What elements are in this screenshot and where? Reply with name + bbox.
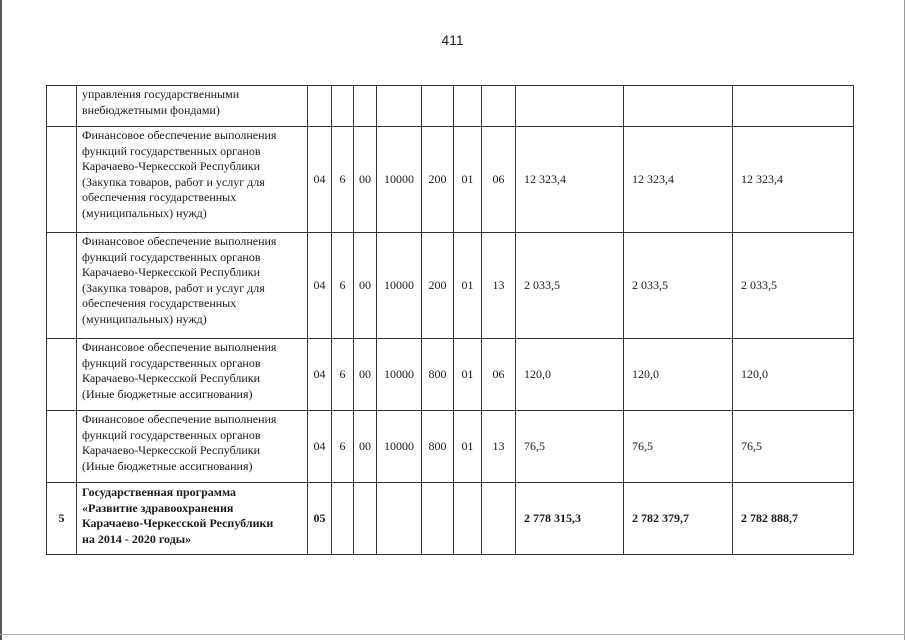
code-cell: 200 (422, 233, 454, 339)
code-cell (482, 86, 516, 127)
amount-cell: 2 033,5 (733, 233, 854, 339)
budget-table (46, 85, 854, 555)
amount-cell (624, 86, 733, 127)
row-description: Финансовое обеспечение выполнения функций государственных органов Карачаево-Черкесской Республики (Закупка товаров, работ и услуг для обеспечения государственных (муниципальных) нужд) (77, 233, 308, 339)
code-cell: 13 (482, 411, 516, 483)
code-cell: 04 (308, 339, 332, 411)
code-cell: 00 (354, 339, 377, 411)
code-cell (377, 483, 422, 555)
code-cell: 200 (422, 127, 454, 233)
table-row (47, 339, 854, 411)
code-cell (308, 86, 332, 127)
code-cell: 10000 (377, 127, 422, 233)
code-cell: 10000 (377, 339, 422, 411)
table-row (47, 233, 854, 339)
row-description: Финансовое обеспечение выполнения функций государственных органов Карачаево-Черкесской Республики (Иные бюджетные ассигнования) (77, 411, 308, 483)
code-cell: 00 (354, 233, 377, 339)
row-description: Государственная программа «Развитие здравоохранения Карачаево-Черкесской Республики на 2014 - 2020 годы» (77, 483, 308, 555)
code-cell (377, 86, 422, 127)
amount-cell: 120,0 (516, 339, 624, 411)
code-cell: 00 (354, 127, 377, 233)
code-cell: 06 (482, 339, 516, 411)
amount-cell: 2 778 315,3 (516, 483, 624, 555)
code-cell: 04 (308, 127, 332, 233)
code-cell: 6 (332, 411, 354, 483)
table-row (47, 86, 854, 127)
amount-cell: 2 782 379,7 (624, 483, 733, 555)
amount-cell: 2 033,5 (516, 233, 624, 339)
amount-cell (733, 86, 854, 127)
amount-cell: 12 323,4 (624, 127, 733, 233)
amount-cell: 120,0 (733, 339, 854, 411)
amount-cell (516, 86, 624, 127)
code-cell: 13 (482, 233, 516, 339)
scan-bottom-edge (0, 634, 905, 635)
code-cell (332, 86, 354, 127)
row-description: Финансовое обеспечение выполнения функций государственных органов Карачаево-Черкесской Республики (Иные бюджетные ассигнования) (77, 339, 308, 411)
code-cell: 01 (454, 411, 482, 483)
code-cell: 01 (454, 127, 482, 233)
scan-left-edge (0, 0, 2, 640)
code-cell (354, 86, 377, 127)
amount-cell: 12 323,4 (733, 127, 854, 233)
code-cell: 04 (308, 411, 332, 483)
code-cell (332, 483, 354, 555)
code-cell (354, 483, 377, 555)
code-cell: 00 (354, 411, 377, 483)
code-cell: 800 (422, 339, 454, 411)
table-row-program-total (47, 483, 854, 555)
amount-cell: 2 033,5 (624, 233, 733, 339)
amount-cell: 120,0 (624, 339, 733, 411)
row-number (47, 127, 77, 233)
code-cell: 01 (454, 233, 482, 339)
table-row (47, 127, 854, 233)
row-description: управления государственными внебюджетными фондами) (77, 86, 308, 127)
code-cell: 06 (482, 127, 516, 233)
code-cell: 10000 (377, 411, 422, 483)
row-number (47, 86, 77, 127)
code-cell (422, 86, 454, 127)
row-number (47, 411, 77, 483)
row-number: 5 (47, 483, 77, 555)
code-cell: 6 (332, 233, 354, 339)
code-cell: 6 (332, 127, 354, 233)
row-number (47, 339, 77, 411)
amount-cell: 12 323,4 (516, 127, 624, 233)
page-number: 411 (441, 32, 464, 48)
code-cell: 800 (422, 411, 454, 483)
code-cell: 04 (308, 233, 332, 339)
code-cell (454, 483, 482, 555)
amount-cell: 2 782 888,7 (733, 483, 854, 555)
code-cell: 05 (308, 483, 332, 555)
amount-cell: 76,5 (516, 411, 624, 483)
row-description: Финансовое обеспечение выполнения функций государственных органов Карачаево-Черкесской Республики (Закупка товаров, работ и услуг для обеспечения государственных (муниципальных) нужд) (77, 127, 308, 233)
code-cell: 01 (454, 339, 482, 411)
code-cell (482, 483, 516, 555)
row-number (47, 233, 77, 339)
code-cell: 10000 (377, 233, 422, 339)
amount-cell: 76,5 (733, 411, 854, 483)
table-row (47, 411, 854, 483)
code-cell (454, 86, 482, 127)
code-cell: 6 (332, 339, 354, 411)
amount-cell: 76,5 (624, 411, 733, 483)
code-cell (422, 483, 454, 555)
